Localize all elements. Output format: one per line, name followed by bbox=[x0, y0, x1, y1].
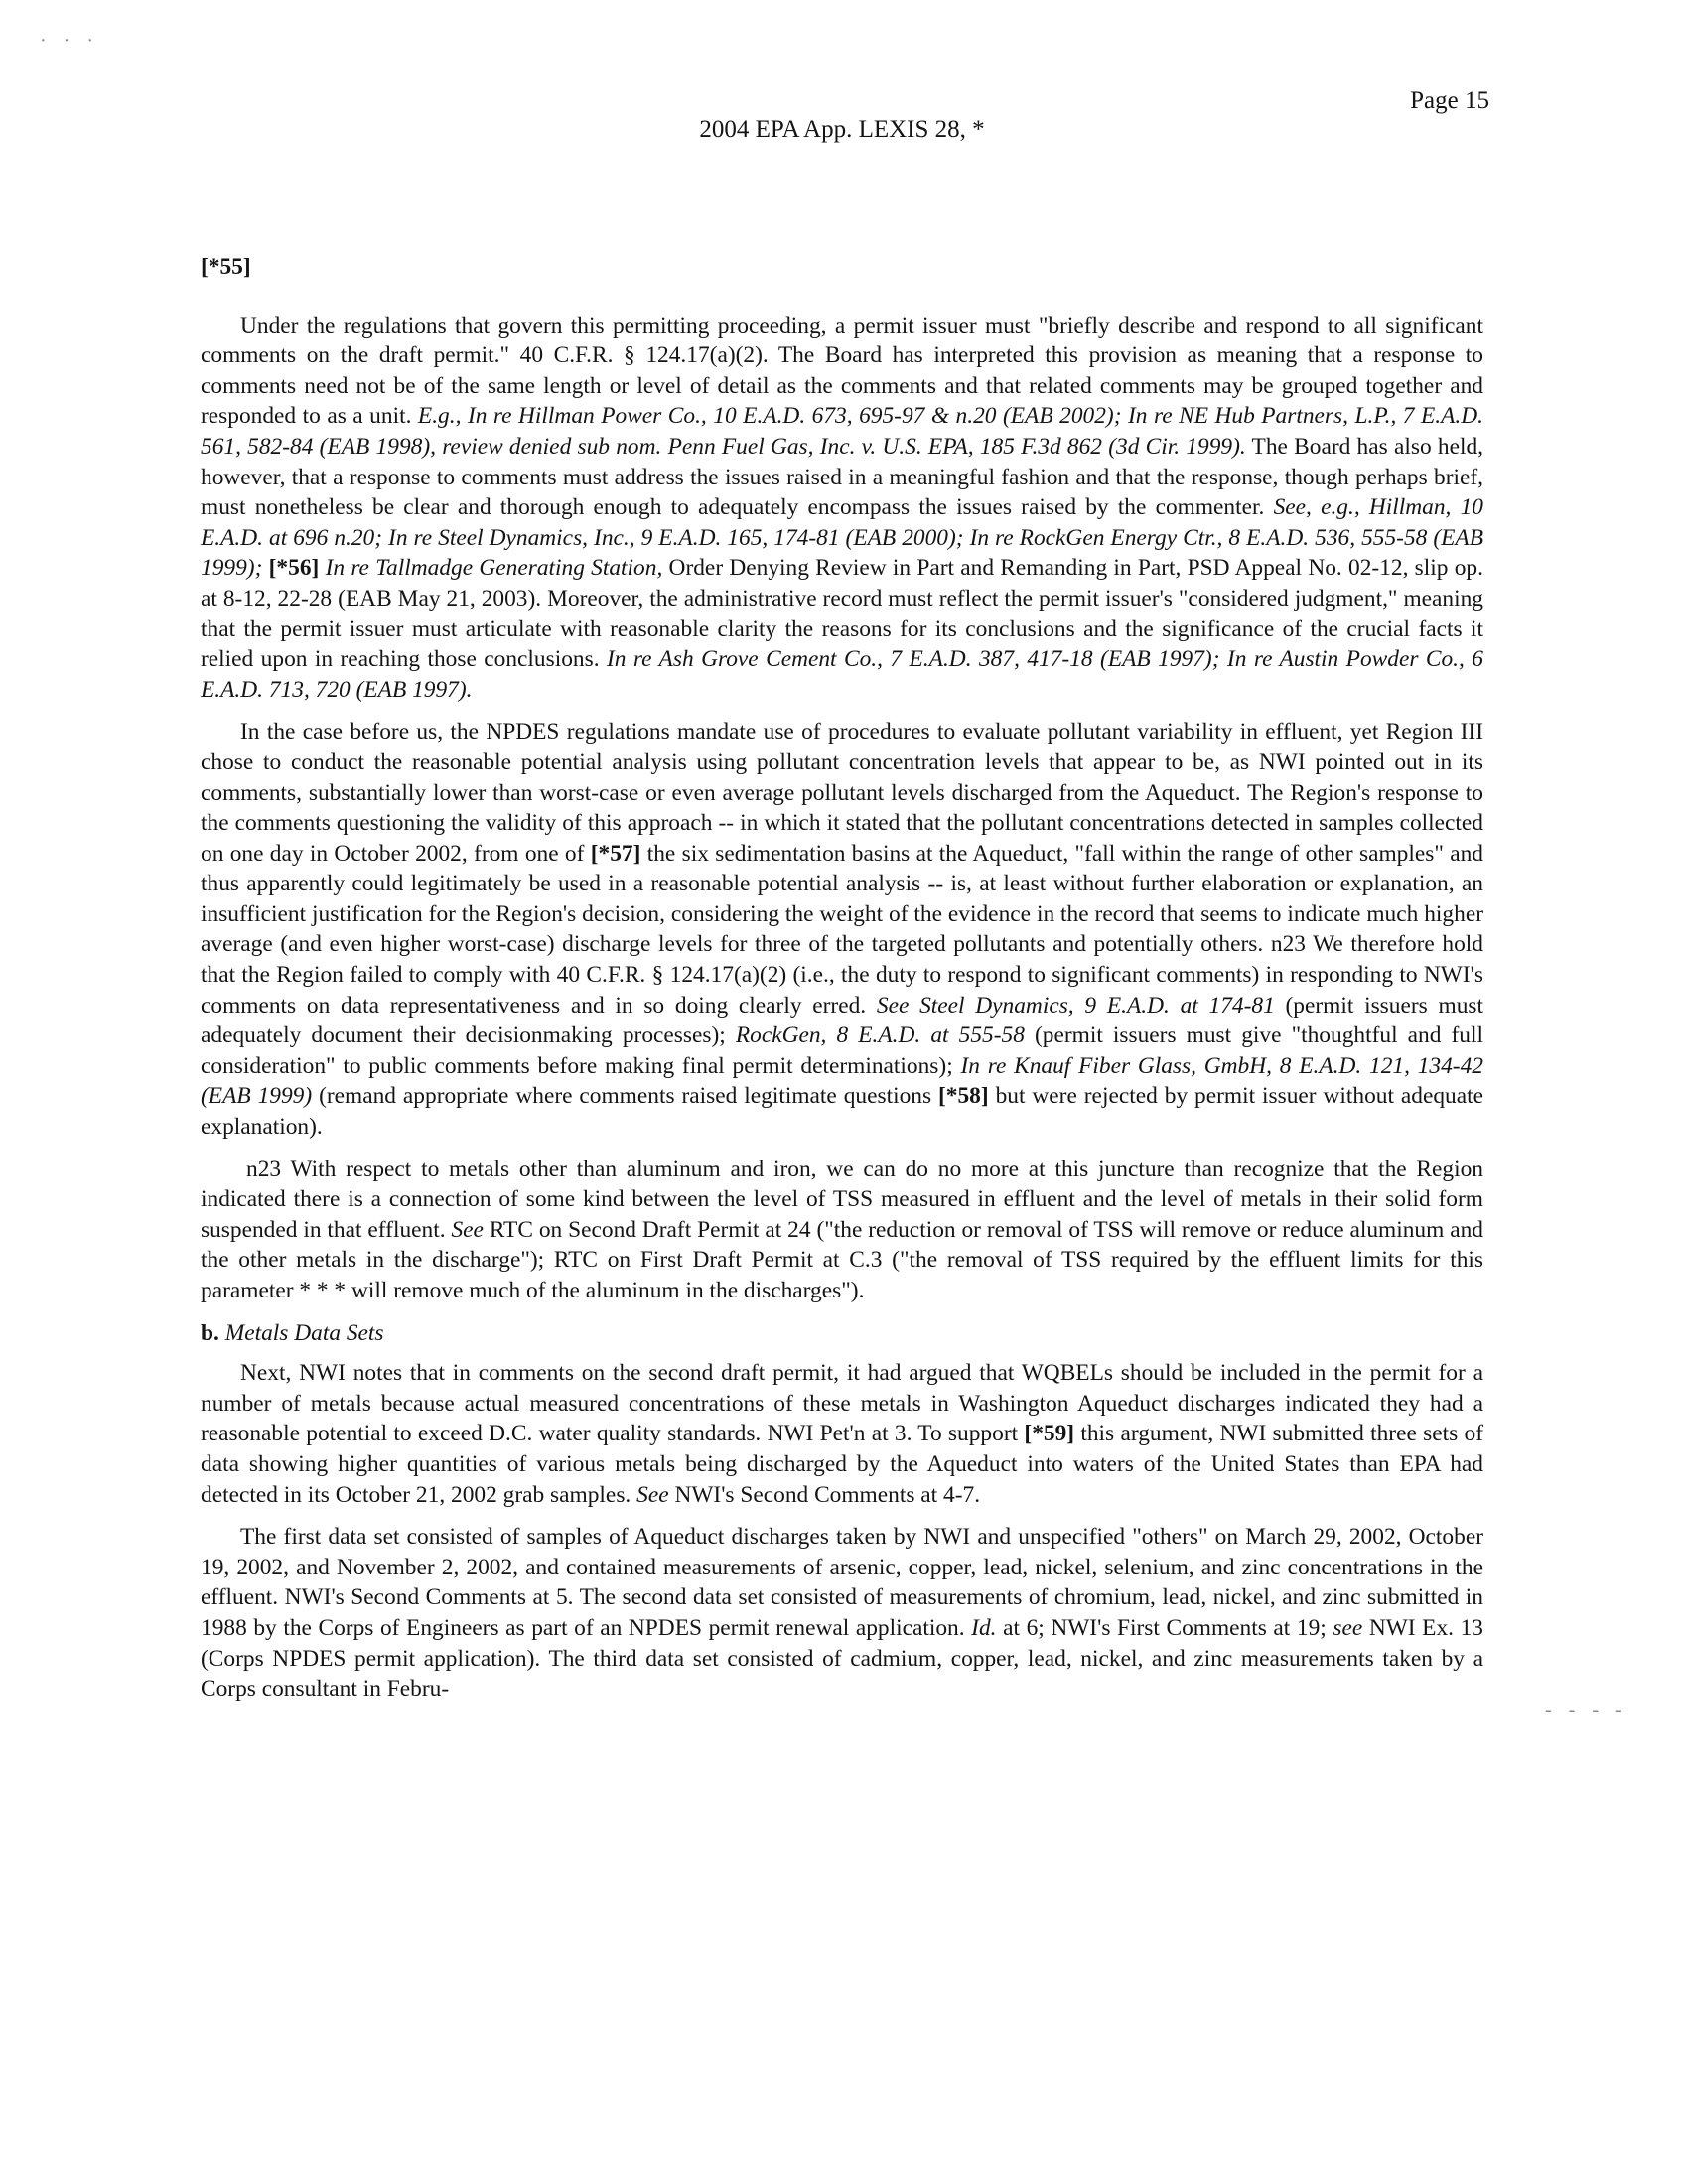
paragraph-case-before-us: In the case before us, the NPDES regulations mandate use of procedures to evaluate pollutant variability in effluent, yet Region III chose to conduct the reasonable potential analysis using pollutant concentration levels that appear to be, as NWI pointed out in its comments, substantially lower than worst-case or even average pollutant levels discharged from the Aqueduct. The Region's response to the comments questioning the validity of this approach -- in which it stated that the pollutant concentrations detected in samples collected on one day in October 2002, from one of [*57] the six sedimentation basins at the Aqueduct, "fall within the range of other samples" and thus apparently could legitimately be used in a reasonable potential analysis -- is, at least without further elaboration or explanation, an insufficient justification for the Region's decision, considering the weight of the evidence in the record that seems to indicate much higher average (and even higher worst-case) discharge levels for three of the targeted pollutants and potentially others. n23 We therefore hold that the Region failed to comply with 40 C.F.R. § 124.17(a)(2) (i.e., the duty to respond to significant comments) in responding to NWI's comments on data representativeness and in so doing clearly erred. See Steel Dynamics, 9 E.A.D. at 174-81 (permit issuers must adequately document their decisionmaking processes); RockGen, 8 E.A.D. at 555-58 (permit issuers must give "thoughtful and full consideration" to public comments before making final permit determinations); In re Knauf Fiber Glass, GmbH, 8 E.A.D. 121, 134-42 (EAB 1999) (remand appropriate where comments raised legitimate questions [*58] but were rejected by permit issuer without adequate explanation). bbox=[201, 719, 1484, 1141]
paragraph-response-to-comments: Under the regulations that govern this permitting proceeding, a permit issuer must "briefly describe and respond to all significant comments on the draft permit." 40 C.F.R. § 124.17(a)(2). The Board has interpreted this provision as meaning that a response to comments need not be of the same length or level of detail as the comments and that related comments may be grouped together and responded to as a unit. E.g., In re Hillman Power Co., 10 E.A.D. 673, 695-97 & n.20 (EAB 2002); In re NE Hub Partners, L.P., 7 E.A.D. 561, 582-84 (EAB 1998), review denied sub nom. Penn Fuel Gas, Inc. v. U.S. EPA, 185 F.3d 862 (3d Cir. 1999). The Board has also held, however, that a response to comments must address the issues raised in a meaningful fashion and that the response, though perhaps brief, must nonetheless be clear and thorough enough to adequately encompass the issues raised by the commenter. See, e.g., Hillman, 10 E.A.D. at 696 n.20; In re Steel Dynamics, Inc., 9 E.A.D. 165, 174-81 (EAB 2000); In re RockGen Energy Ctr., 8 E.A.D. 536, 555-58 (EAB 1999); [*56] In re Tallmadge Generating Station, Order Denying Review in Part and Remanding in Part, PSD Appeal No. 02-12, slip op. at 8-12, 22-28 (EAB May 21, 2003). Moreover, the administrative record must reflect the permit issuer's "considered judgment," meaning that the permit issuer must articulate with reasonable clarity the reasons for its conclusions and the significance of the crucial facts it relied upon in reaching those conclusions. In re Ash Grove Cement Co., 7 E.A.D. 387, 417-18 (EAB 1997); In re Austin Powder Co., 6 E.A.D. 713, 720 (EAB 1997). bbox=[201, 312, 1484, 703]
star-page-marker: [*56] bbox=[268, 555, 320, 582]
star-page-marker: [*59] bbox=[1024, 1421, 1075, 1447]
paragraph-data-sets: The first data set consisted of samples of Aqueduct discharges taken by NWI and unspecified "others" on March 29, 2002, October 19, 2002, and November 2, 2002, and contained measurements of arsenic, copper, lead, nickel, selenium, and zinc concentrations in the effluent. NWI's Second Comments at 5. The second data set consisted of measurements of chromium, lead, nickel, and zinc submitted in 1988 by the Corps of Engineers as part of an NPDES permit renewal application. Id. at 6; NWI's First Comments at 19; see NWI Ex. 13 (Corps NPDES permit application). The third data set consisted of cadmium, copper, lead, nickel, and zinc measurements taken by a Corps consultant in Febru- bbox=[201, 1524, 1483, 1703]
star-page-marker: [*57] bbox=[590, 840, 641, 867]
star-page-marker: [*58] bbox=[938, 1083, 989, 1110]
paragraph-nwi-metals-comments: Next, NWI notes that in comments on the second draft permit, it had argued that WQBELs should be included in the permit for a number of metals because actual measured concentrations of these metals in Washington Aqueduct discharges indicated they had a reasonable potential to exceed D.C. water quality standards. NWI Pet'n at 3. To support [*59] this argument, NWI submitted three sets of data showing higher quantities of various metals being discharged by the Aqueduct into waters of the United States than EPA had detected in its October 21, 2002 grab samples. See NWI's Second Comments at 4-7. bbox=[201, 1360, 1483, 1508]
document-body bbox=[201, 252, 1483, 1716]
footnote-n23: n23 With respect to metals other than aluminum and iron, we can do no more at this juncture than recognize that the Region indicated there is a connection of some kind between the level of TSS measured in effluent and the level of metals in their solid form suspended in that effluent. See RTC on Second Draft Permit at 24 ("the reduction or removal of TSS will remove or reduce aluminum and the other metals in the discharge"); RTC on First Draft Permit at C.3 ("the removal of TSS required by the effluent limits for this parameter * * * will remove much of the aluminum in the discharges"). bbox=[201, 1156, 1483, 1303]
running-header-citation: 2004 EPA App. LEXIS 28, * bbox=[699, 116, 985, 143]
scan-speck-mark: · · · bbox=[40, 30, 99, 52]
page-number: Page 15 bbox=[1410, 87, 1489, 114]
section-heading-metals-data-sets: b. Metals Data Sets bbox=[201, 1319, 384, 1346]
scan-dash-mark: - - - - bbox=[1545, 1700, 1628, 1721]
star-page-marker: [*55] bbox=[201, 254, 251, 280]
